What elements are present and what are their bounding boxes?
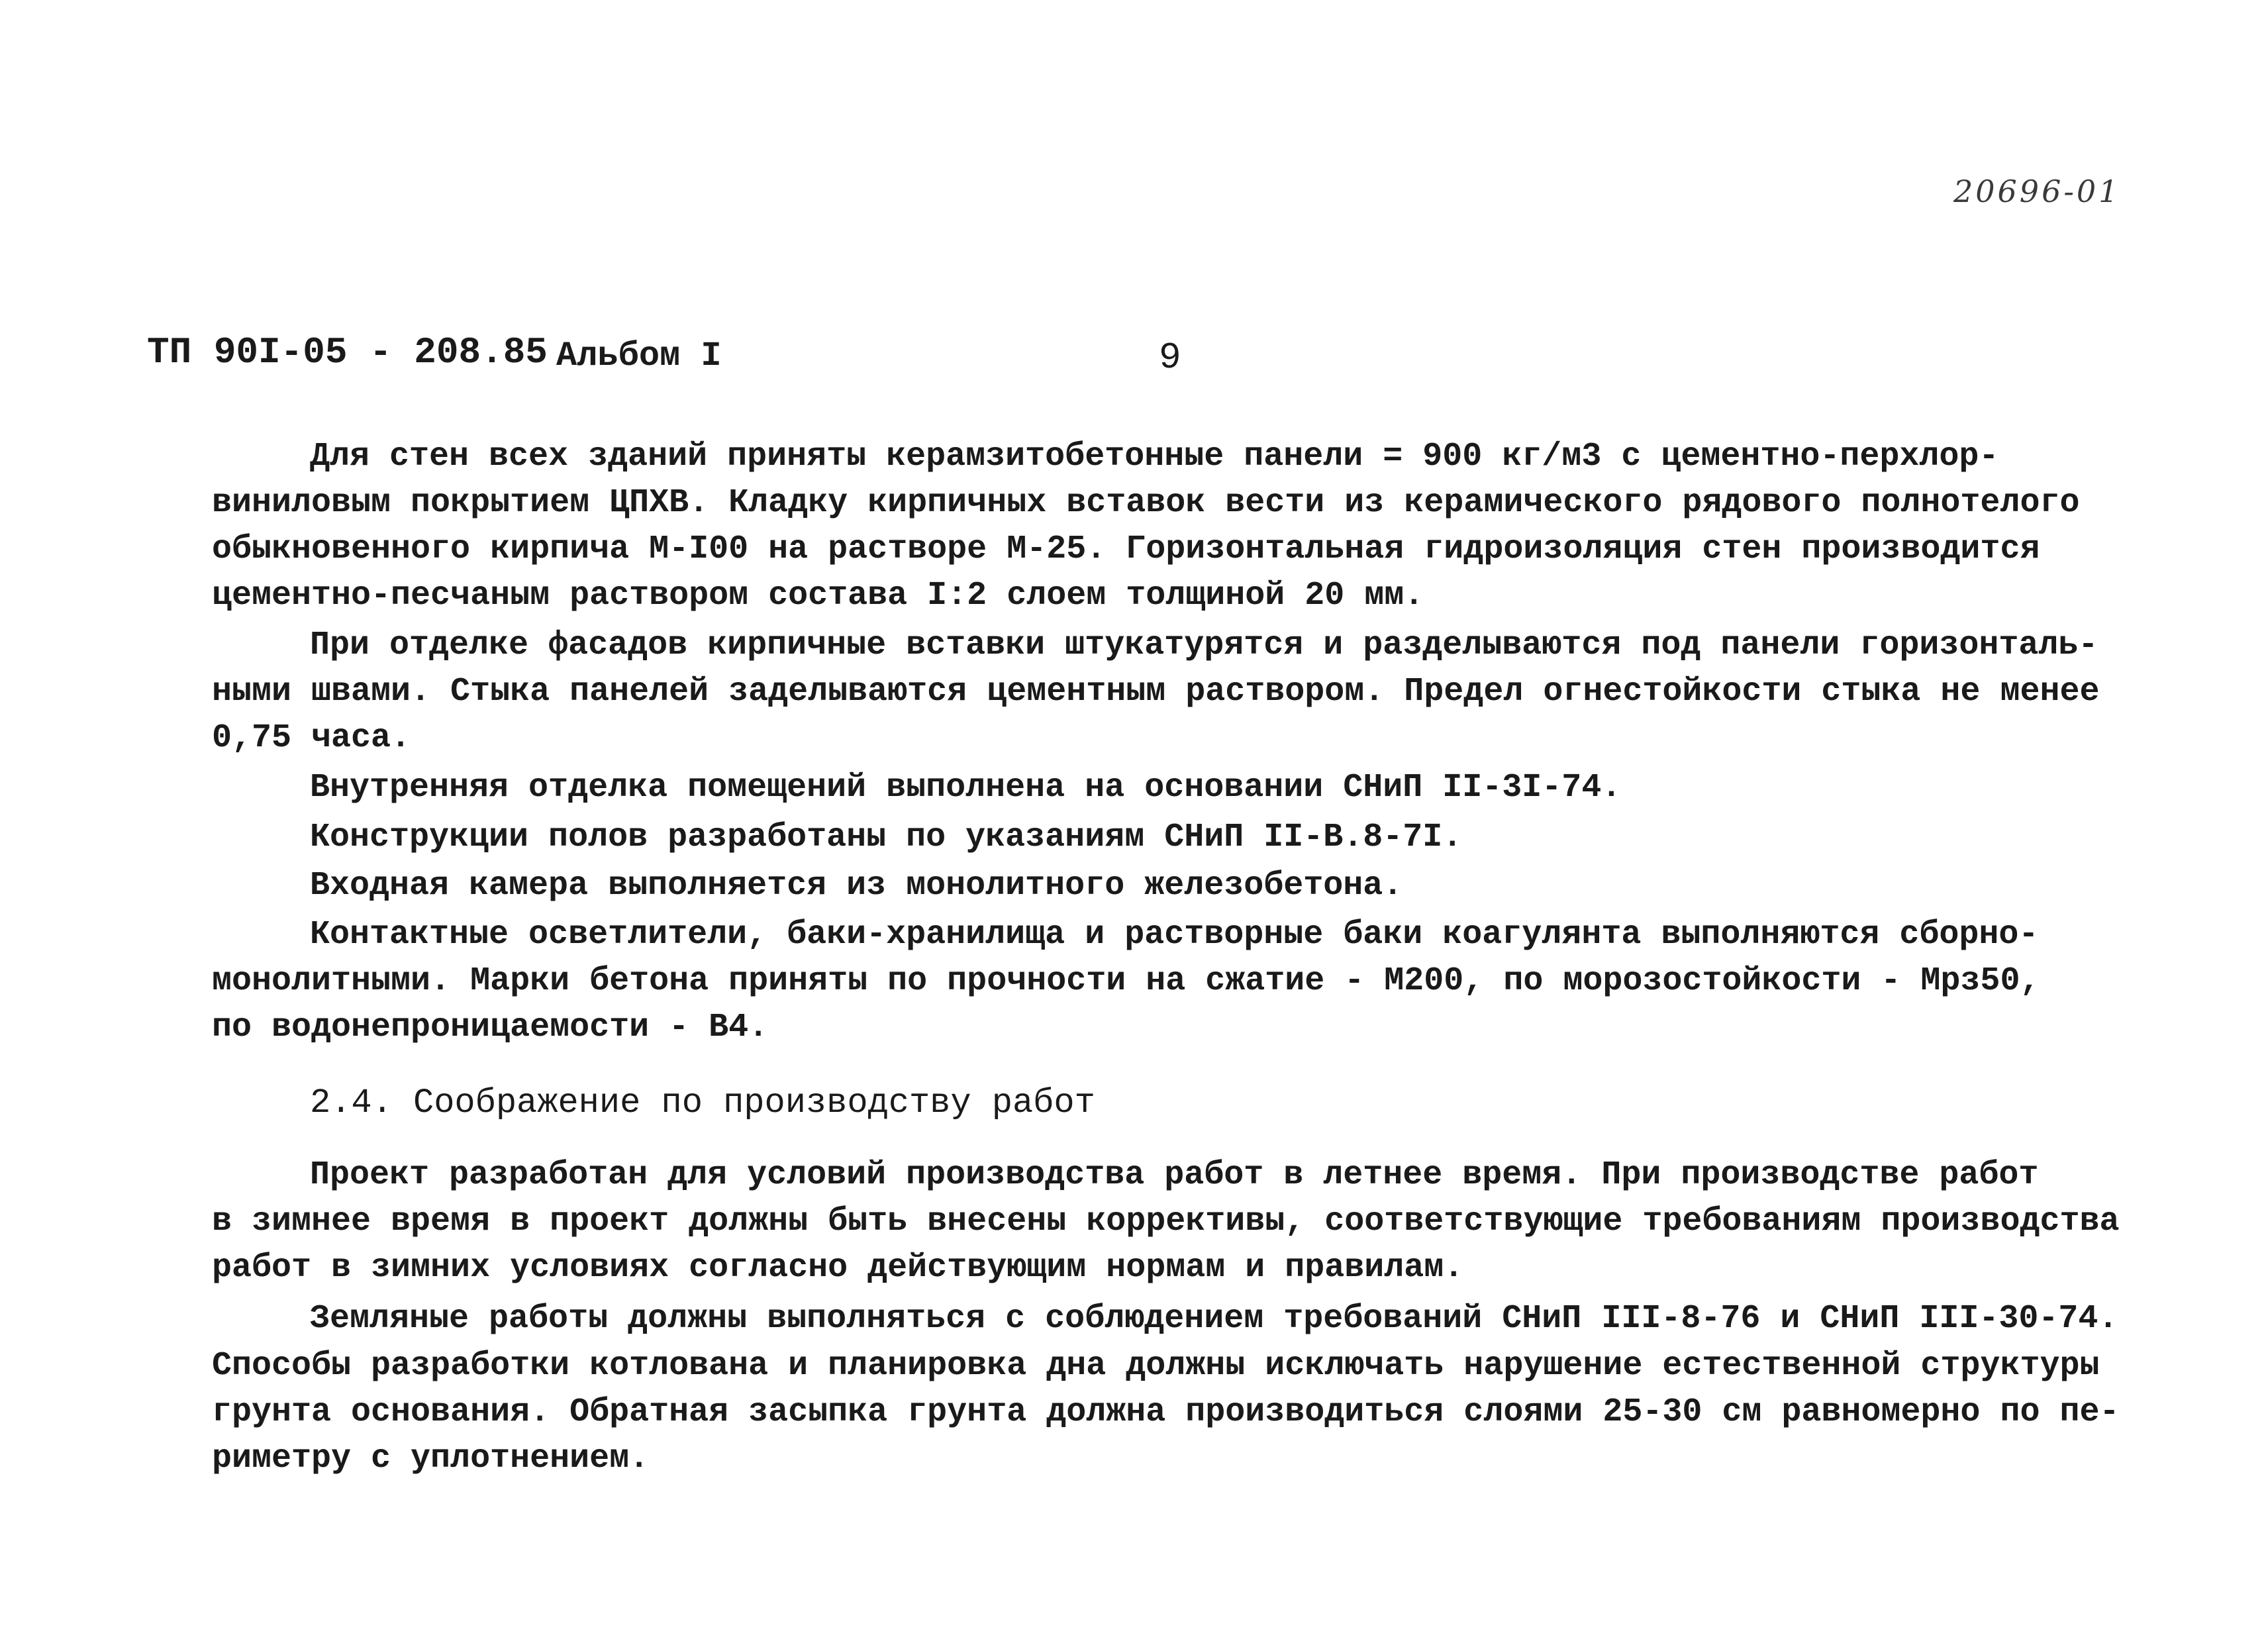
text-line: в зимнее время в проект должны быть внесены коррективы, соответствующие требованиям производства	[212, 1203, 2120, 1240]
text-line: Земляные работы должны выполняться с соблюдением требований СНиП III-8-76 и СНиП III-30-74.	[310, 1300, 2118, 1338]
text-line: Для стен всех зданий приняты керамзитобетонные панели = 900 кг/м3 с цементно-перхлор-	[310, 438, 1999, 475]
text-line: Проект разработан для условий производства работ в летнее время. При производстве работ	[310, 1156, 2039, 1194]
archive-stamp: 20696-01	[1953, 174, 2121, 209]
text-line: При отделке фасадов кирпичные вставки штукатурятся и разделываются под панели горизонталь-	[310, 626, 2098, 664]
text-line: Контактные осветлители, баки-хранилища и растворные баки коагулянта выполняются сборно-	[310, 916, 2039, 954]
text-line: Внутренняя отделка помещений выполнена на основании СНиП II-3I-74.	[310, 769, 1622, 807]
album-label: Альбом I	[556, 336, 722, 375]
text-line: ными швами. Стыка панелей заделываются цементным раствором. Предел огнестойкости стыка не менее	[212, 673, 2100, 711]
text-line: грунта основания. Обратная засыпка грунта должна производиться слоями 25-30 см равномерно по пе-	[212, 1393, 2120, 1431]
text-line: виниловым покрытием ЦПХВ. Кладку кирпичных вставок вести из керамического рядового полнотелого	[212, 484, 2080, 522]
text-line: Способы разработки котлована и планировка дна должны исключать нарушение естественной структуры	[212, 1347, 2100, 1385]
text-line: монолитными. Марки бетона приняты по прочности на сжатие - М200, по морозостойкости - Мрз50,	[212, 962, 2040, 1000]
text-line: по водонепроницаемости - В4.	[212, 1009, 769, 1046]
text-line: работ в зимних условиях согласно действующим нормам и правилам.	[212, 1249, 1464, 1287]
section-heading: 2.4. Соображение по производству работ	[310, 1083, 1095, 1122]
text-line: Конструкции полов разработаны по указаниям СНиП II-В.8-7I.	[310, 819, 1463, 856]
page-number: 9	[1159, 336, 1181, 379]
text-line: 0,75 часа.	[212, 719, 411, 757]
text-line: цементно-песчаным раствором состава I:2 слоем толщиной 20 мм.	[212, 577, 1424, 615]
text-line: обыкновенного кирпича М-I00 на растворе М-25. Горизонтальная гидроизоляция стен производится	[212, 530, 2040, 568]
text-line: риметру с уплотнением.	[212, 1440, 650, 1477]
text-line: Входная камера выполняется из монолитного железобетона.	[310, 867, 1403, 905]
document-code: ТП 90I-05 - 208.85	[147, 331, 548, 373]
